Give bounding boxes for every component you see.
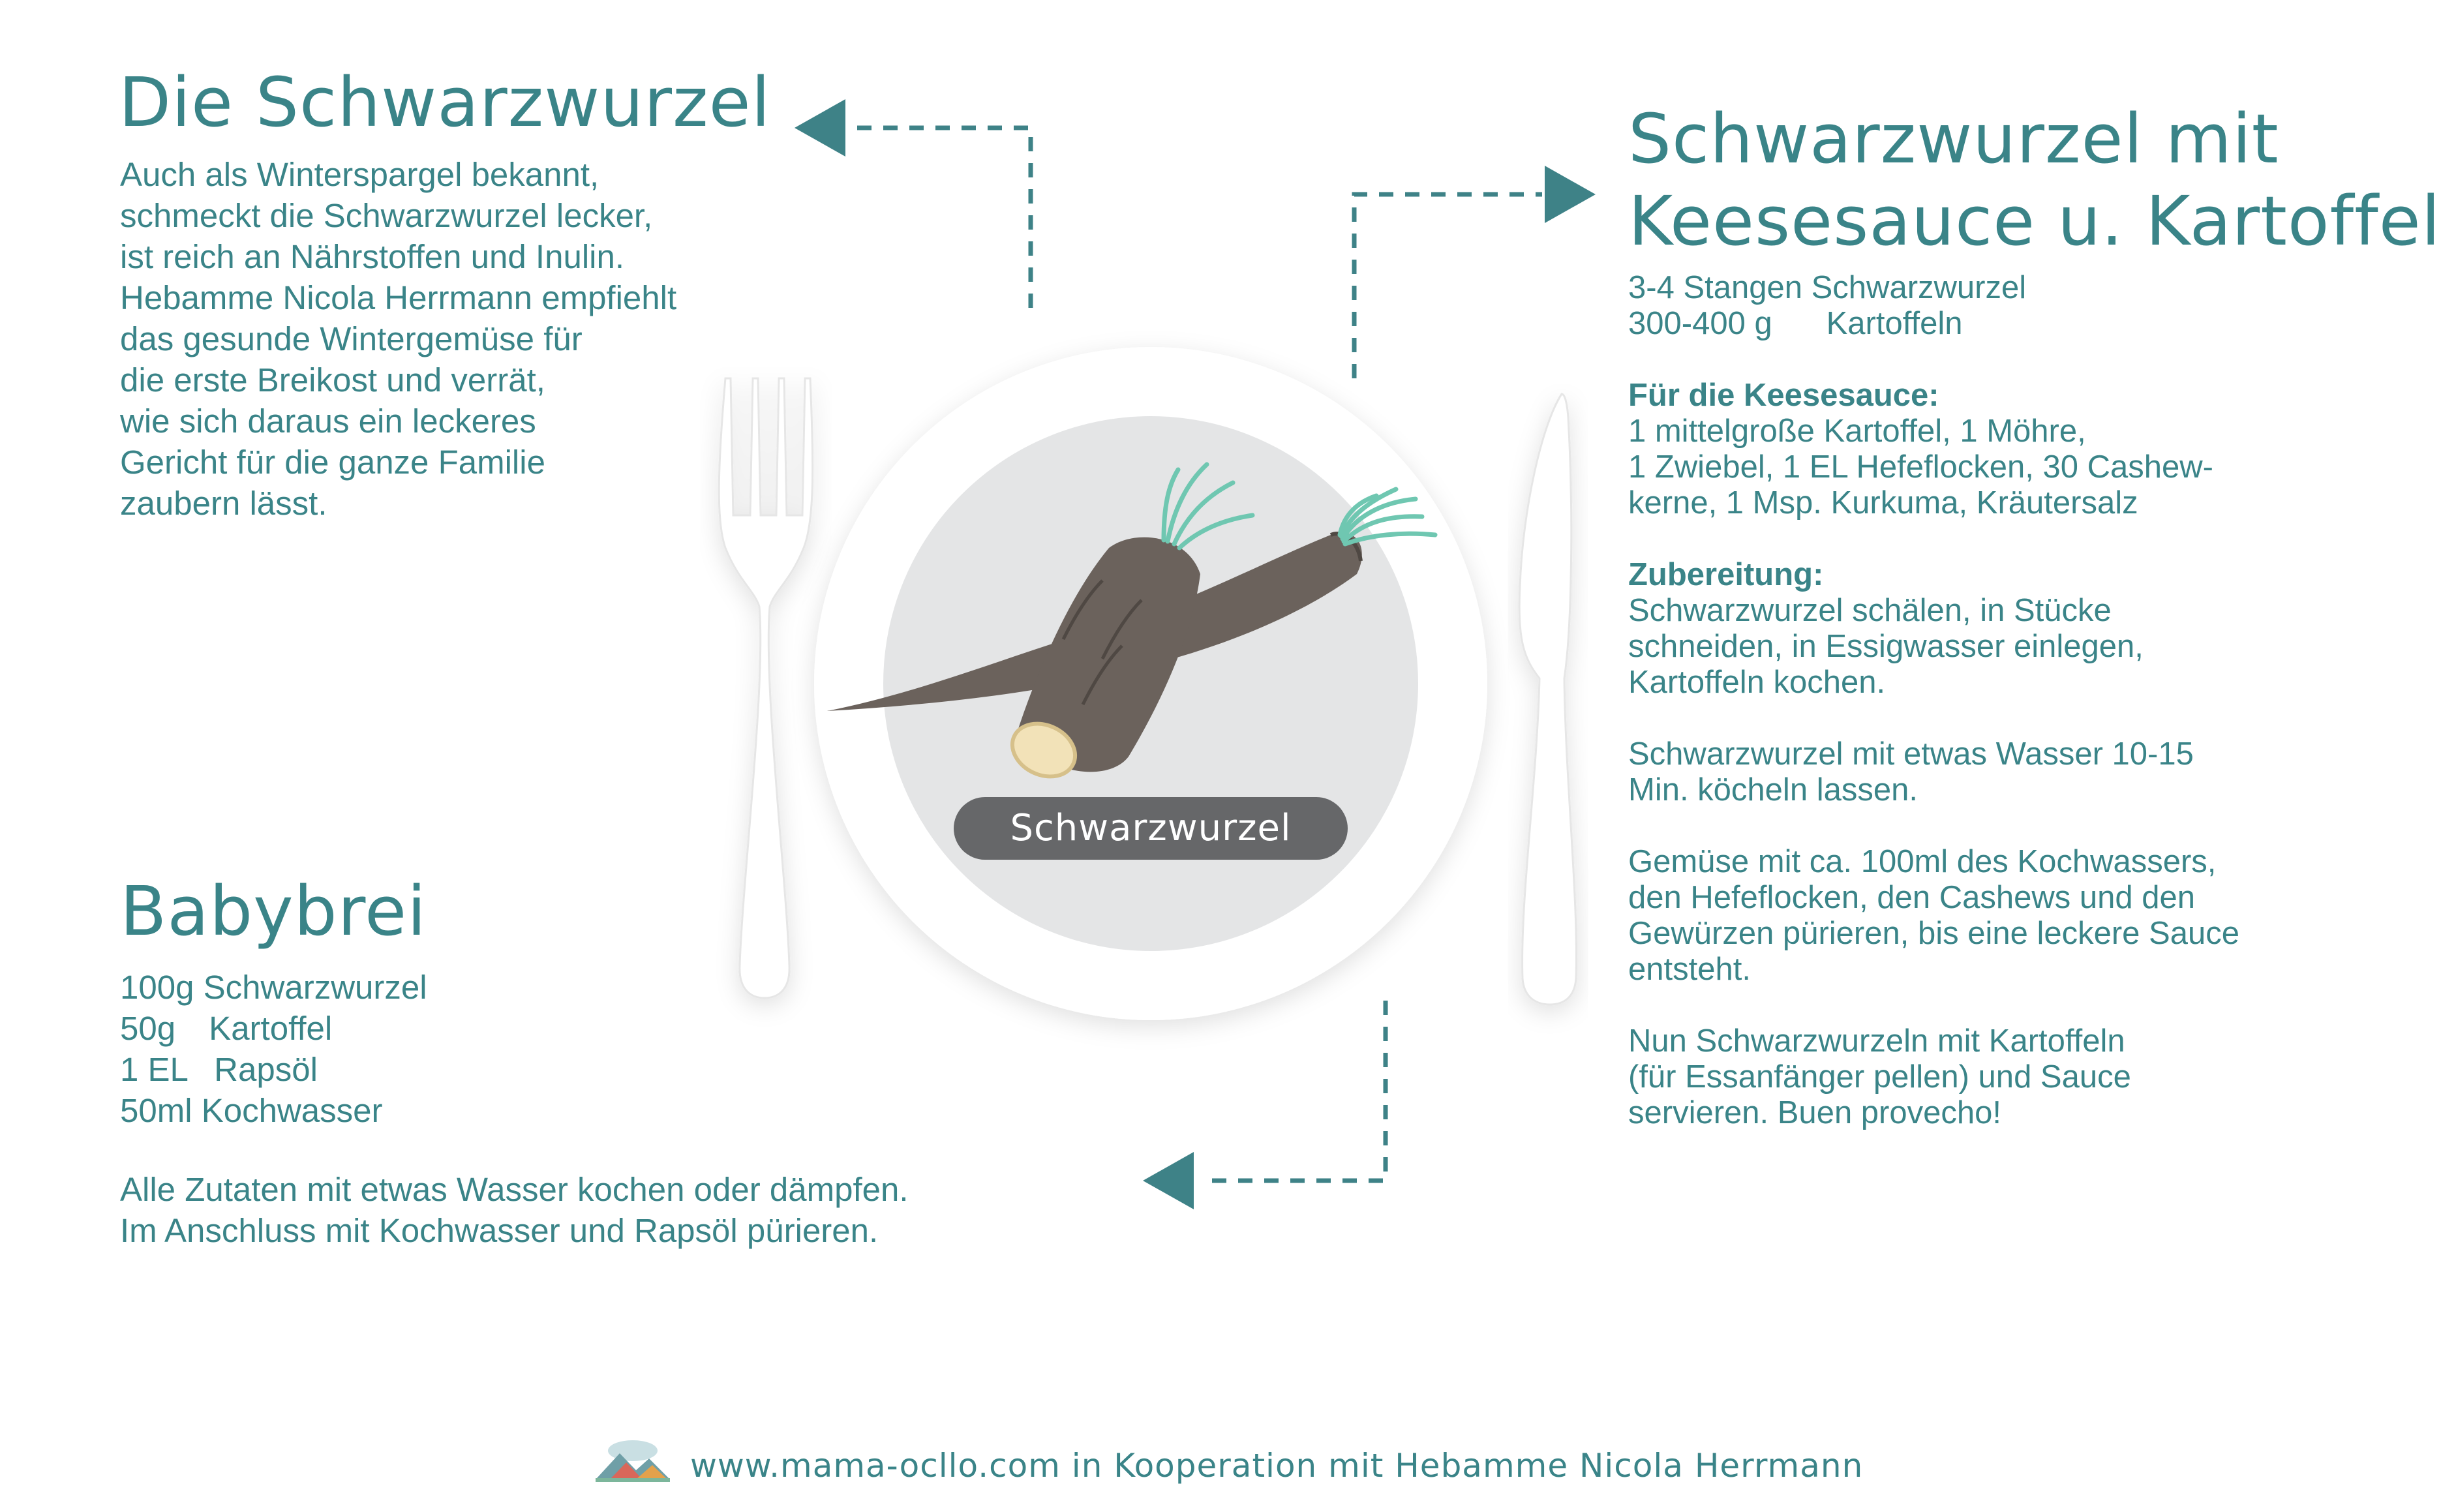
mama-ocllo-logo (584, 1432, 682, 1504)
recipe-ingredient (1628, 270, 2281, 306)
prep-line: Nun Schwarzwurzeln mit Kartoffeln (1628, 1023, 2125, 1059)
recipe-title-line: Schwarzwurzel mit (1628, 99, 2279, 179)
sauce-line: 1 Zwiebel, 1 EL Hefeflocken, 30 Cashew- (1628, 449, 2213, 485)
arrow-left-top-icon (795, 99, 845, 157)
connector-top-left (848, 128, 1031, 308)
intro-line: die erste Breikost und verrät, (120, 361, 545, 399)
fork-icon (719, 378, 812, 998)
ingredient-row (120, 1090, 427, 1131)
ingredient-item: Schwarzwurzel (1811, 270, 2027, 305)
knife-icon (1519, 394, 1576, 1005)
prep-line: Gewürzen pürieren, bis eine leckere Sauce (1628, 916, 2239, 951)
recipe-ingredient (1628, 306, 2281, 342)
arrow-left-bottom-icon (1143, 1152, 1194, 1209)
prep-line: Kartoffeln kochen. (1628, 665, 1886, 700)
intro-text (120, 154, 707, 524)
intro-line: ist reich an Nährstoffen und Inulin. (120, 238, 625, 275)
intro-line: zaubern lässt. (120, 485, 327, 522)
intro-line: Gericht für die ganze Familie (120, 444, 545, 481)
sauce-line: 1 mittelgroße Kartoffel, 1 Möhre, (1628, 414, 2086, 449)
ingredient-qty: 3-4 Stangen (1628, 270, 1802, 305)
intro-line: Hebamme Nicola Herrmann empfiehlt (120, 279, 677, 316)
recipe-body (1628, 270, 2281, 1131)
prep-line: Schwarzwurzel schälen, in Stücke (1628, 593, 2112, 628)
prep-line: servieren. Buen provecho! (1628, 1095, 2001, 1130)
ingredient-item: Kartoffel (209, 1010, 333, 1047)
page-title: Die Schwarzwurzel (119, 63, 771, 142)
intro-line: schmeckt die Schwarzwurzel lecker, (120, 197, 653, 234)
prep-line: schneiden, in Essigwasser einlegen, (1628, 629, 2144, 664)
ingredient-item: Kartoffeln (1826, 306, 1963, 341)
prep-line: (für Essanfänger pellen) und Sauce (1628, 1059, 2131, 1095)
ingredient-row (120, 967, 427, 1008)
babybrei-ingredients (120, 967, 427, 1131)
prep-line: Min. köcheln lassen. (1628, 772, 1918, 808)
intro-line: wie sich daraus ein leckeres (120, 402, 536, 440)
ingredient-qty: 50g (120, 1010, 176, 1047)
ingredient-qty: 1 EL (120, 1051, 189, 1088)
ingredient-row (120, 1049, 427, 1090)
prep-line: Schwarzwurzel mit etwas Wasser 10-15 (1628, 736, 2194, 772)
prep-paragraph (1628, 736, 2281, 808)
connector-bottom (1200, 1001, 1386, 1181)
prep-heading: Zubereitung: (1628, 557, 1824, 592)
footer-text: www.mama-ocllo.com in Kooperation mit Hebamme Nicola Herrmann (690, 1447, 1864, 1485)
prep-paragraph (1628, 844, 2281, 988)
ingredient-item: Schwarzwurzel (203, 969, 427, 1006)
babybrei-title: Babybrei (120, 871, 427, 951)
ingredient-item: Kochwasser (201, 1092, 383, 1129)
recipe-title (1628, 98, 2441, 262)
prep-section (1628, 557, 2281, 701)
prep-paragraph (1628, 1023, 2281, 1131)
arrow-right-top-icon (1545, 166, 1596, 223)
prep-line: Gemüse mit ca. 100ml des Kochwassers, (1628, 844, 2217, 879)
prep-line: entsteht. (1628, 952, 1751, 987)
ingredient-qty: 100g (120, 969, 194, 1006)
sauce-section (1628, 378, 2281, 521)
intro-line: das gesunde Wintergemüse für (120, 320, 583, 357)
step-line: Im Anschluss mit Kochwasser und Rapsöl pürieren. (120, 1212, 879, 1249)
recipe-title-line: Keesesauce u. Kartoffel (1628, 181, 2441, 261)
intro-line: Auch als Winterspargel bekannt, (120, 156, 599, 193)
ingredient-qty: 300-400 g (1628, 306, 1772, 341)
connector-top-right (1354, 194, 1542, 378)
ingredient-item: Rapsöl (214, 1051, 318, 1088)
sauce-line: kerne, 1 Msp. Kurkuma, Kräutersalz (1628, 485, 2138, 521)
prep-line: den Hefeflocken, den Cashews und den (1628, 880, 2195, 915)
sauce-heading: Für die Keesesauce: (1628, 378, 1939, 413)
ingredient-row (120, 1008, 427, 1049)
babybrei-steps (120, 1169, 909, 1251)
plate-label: Schwarzwurzel (954, 797, 1348, 860)
step-line: Alle Zutaten mit etwas Wasser kochen oder dämpfen. (120, 1171, 909, 1208)
ingredient-qty: 50ml (120, 1092, 192, 1129)
